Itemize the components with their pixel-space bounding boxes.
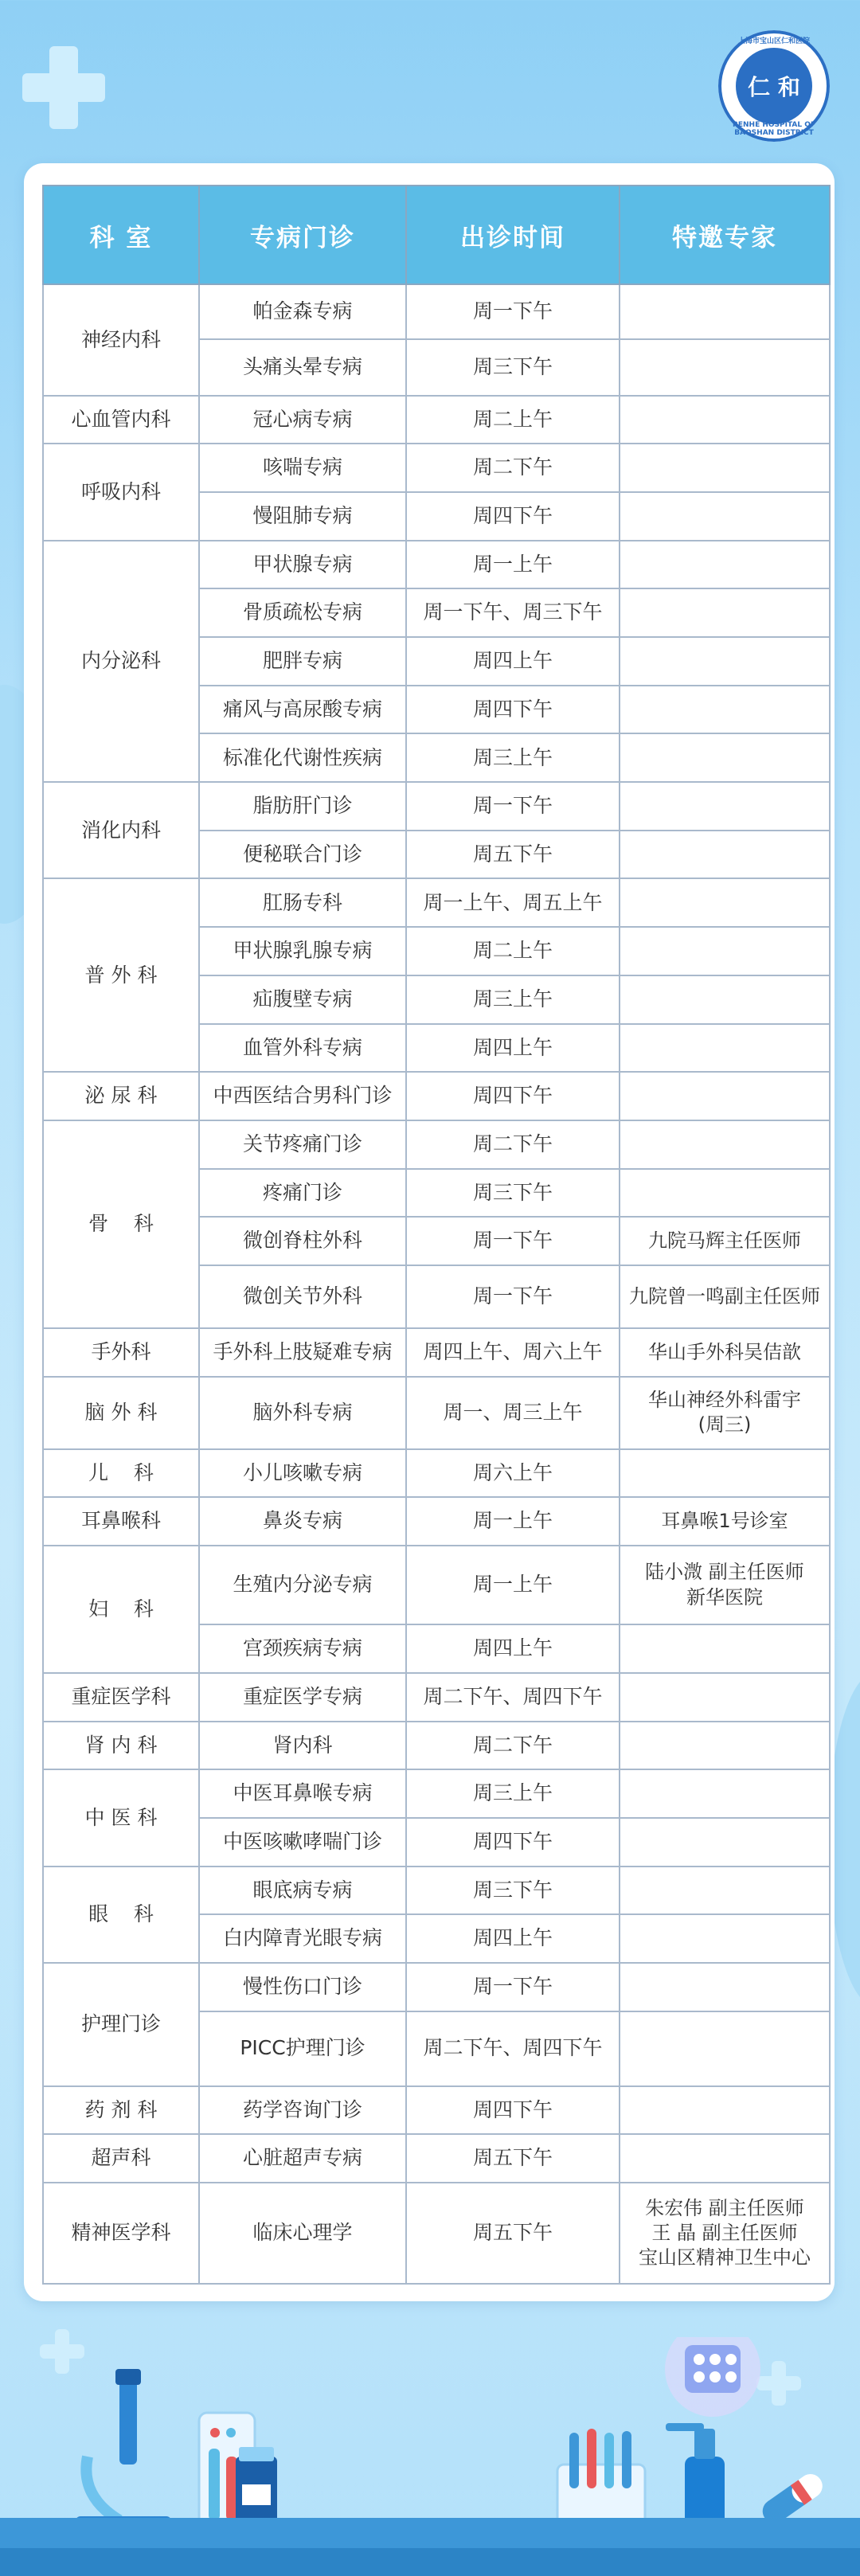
clinic-cell: 脑外科专病	[199, 1377, 406, 1449]
table-row	[43, 284, 830, 339]
expert-cell	[620, 1449, 830, 1498]
clinic-schedule-table	[42, 185, 831, 2285]
bottom-band-dark	[0, 2548, 860, 2576]
clinic-cell: 心脏超声专病	[199, 2134, 406, 2183]
department-cell: 重症医学科	[43, 1673, 199, 1722]
clinic-cell: 甲状腺乳腺专病	[199, 927, 406, 975]
header-time: 出诊时间	[406, 186, 620, 284]
expert-cell	[620, 541, 830, 589]
schedule-card	[24, 163, 835, 2301]
department-cell: 消化内科	[43, 782, 199, 878]
table-row	[43, 1546, 830, 1624]
table-row	[43, 1497, 830, 1546]
expert-cell	[620, 1818, 830, 1867]
clinic-cell: 中医咳嗽哮喘门诊	[199, 1818, 406, 1867]
department-cell: 药 剂 科	[43, 2086, 199, 2135]
expert-cell	[620, 927, 830, 975]
expert-cell: 九院曾一鸣副主任医师	[620, 1265, 830, 1328]
clinic-cell: 重症医学专病	[199, 1673, 406, 1722]
clinic-cell: 眼底病专病	[199, 1867, 406, 1915]
time-cell: 周一、周三上午	[406, 1377, 620, 1449]
department-cell: 呼吸内科	[43, 444, 199, 540]
logo-center-text: 仁 和	[736, 48, 812, 124]
clinic-cell: 中西医结合男科门诊	[199, 1072, 406, 1120]
expert-cell	[620, 2134, 830, 2183]
expert-cell: 陆小溦 副主任医师 新华医院	[620, 1546, 830, 1624]
header-department: 科 室	[43, 186, 199, 284]
department-cell: 眼 科	[43, 1867, 199, 1963]
clinic-cell: 生殖内分泌专病	[199, 1546, 406, 1624]
department-cell: 泌 尿 科	[43, 1072, 199, 1120]
time-cell: 周四上午	[406, 1914, 620, 1963]
expert-cell	[620, 782, 830, 831]
expert-cell	[620, 588, 830, 637]
table-row	[43, 782, 830, 831]
time-cell: 周四上午	[406, 1024, 620, 1073]
header-clinic: 专病门诊	[199, 186, 406, 284]
table-row	[43, 396, 830, 444]
time-cell: 周一上午	[406, 1546, 620, 1624]
clinic-cell: 慢性伤口门诊	[199, 1963, 406, 2011]
time-cell: 周三下午	[406, 1867, 620, 1915]
expert-cell: 华山手外科吴佶歆	[620, 1328, 830, 1377]
time-cell: 周四上午	[406, 1624, 620, 1673]
department-cell: 骨 科	[43, 1120, 199, 1328]
expert-cell: 九院马辉主任医师	[620, 1217, 830, 1265]
time-cell: 周三下午	[406, 339, 620, 396]
test-tubes-icon	[557, 2429, 645, 2528]
clinic-cell: 痛风与高尿酸专病	[199, 686, 406, 734]
table-row	[43, 1120, 830, 1169]
expert-cell	[620, 2086, 830, 2135]
clinic-cell: 血管外科专病	[199, 1024, 406, 1073]
clinic-cell: 慢阻肺专病	[199, 492, 406, 541]
clinic-cell: 头痛头晕专病	[199, 339, 406, 396]
header-expert: 特邀专家	[620, 186, 830, 284]
department-cell: 心血管内科	[43, 396, 199, 444]
clinic-cell: 鼻炎专病	[199, 1497, 406, 1546]
expert-cell	[620, 2011, 830, 2086]
expert-cell	[620, 1169, 830, 1218]
clinic-cell: 脂肪肝门诊	[199, 782, 406, 831]
expert-cell	[620, 686, 830, 734]
time-cell: 周三上午	[406, 1769, 620, 1818]
clinic-cell: 临床心理学	[199, 2183, 406, 2284]
time-cell: 周三上午	[406, 733, 620, 782]
time-cell: 周四下午	[406, 1072, 620, 1120]
department-cell: 脑 外 科	[43, 1377, 199, 1449]
time-cell: 周二下午、周四下午	[406, 2011, 620, 2086]
clinic-cell: 肥胖专病	[199, 637, 406, 686]
table-row	[43, 1377, 830, 1449]
expert-cell	[620, 1722, 830, 1770]
time-cell: 周一下午	[406, 782, 620, 831]
department-cell: 精神医学科	[43, 2183, 199, 2284]
time-cell: 周一下午	[406, 284, 620, 339]
expert-cell	[620, 1072, 830, 1120]
clinic-cell: 骨质疏松专病	[199, 588, 406, 637]
time-cell: 周四上午、周六上午	[406, 1328, 620, 1377]
hospital-logo	[718, 30, 830, 142]
time-cell: 周一下午、周三下午	[406, 588, 620, 637]
expert-cell: 华山神经外科雷宇 (周三)	[620, 1377, 830, 1449]
logo-ring-text-bottom: RENHE HOSPITAL OF BAOSHAN DISTRICT	[732, 121, 816, 137]
time-cell: 周一下午	[406, 1265, 620, 1328]
time-cell: 周四下午	[406, 1818, 620, 1867]
clinic-cell: 微创脊柱外科	[199, 1217, 406, 1265]
clinic-cell: PICC护理门诊	[199, 2011, 406, 2086]
clinic-cell: 白内障青光眼专病	[199, 1914, 406, 1963]
time-cell: 周二下午	[406, 1120, 620, 1169]
time-cell: 周三下午	[406, 1169, 620, 1218]
expert-cell	[620, 1120, 830, 1169]
expert-cell	[620, 975, 830, 1024]
table-row	[43, 2134, 830, 2183]
clinic-cell: 帕金森专病	[199, 284, 406, 339]
expert-cell	[620, 831, 830, 879]
logo-ring-text-top: 上海市宝山区仁和医院	[737, 37, 810, 45]
clinic-cell: 疼痛门诊	[199, 1169, 406, 1218]
table-row	[43, 444, 830, 492]
time-cell: 周二下午、周四下午	[406, 1673, 620, 1722]
table-row	[43, 1673, 830, 1722]
time-cell: 周二下午	[406, 444, 620, 492]
department-cell: 儿 科	[43, 1449, 199, 1498]
time-cell: 周六上午	[406, 1449, 620, 1498]
expert-cell	[620, 878, 830, 927]
expert-cell	[620, 1624, 830, 1673]
time-cell: 周五下午	[406, 831, 620, 879]
expert-cell	[620, 733, 830, 782]
expert-cell	[620, 1769, 830, 1818]
clinic-cell: 关节疼痛门诊	[199, 1120, 406, 1169]
table-row	[43, 541, 830, 589]
department-cell: 超声科	[43, 2134, 199, 2183]
table-row	[43, 1328, 830, 1377]
department-cell: 护理门诊	[43, 1963, 199, 2086]
table-row	[43, 2183, 830, 2284]
clinic-cell: 肾内科	[199, 1722, 406, 1770]
blister-pack-icon	[665, 2337, 760, 2417]
department-cell: 妇 科	[43, 1546, 199, 1673]
table-row	[43, 1963, 830, 2011]
expert-cell	[620, 396, 830, 444]
table-row	[43, 878, 830, 927]
department-cell: 内分泌科	[43, 541, 199, 782]
microscope-icon	[76, 2369, 171, 2531]
clinic-cell: 标准化代谢性疾病	[199, 733, 406, 782]
expert-cell	[620, 1867, 830, 1915]
table-row	[43, 1769, 830, 1818]
clinic-cell: 肛肠专科	[199, 878, 406, 927]
expert-cell	[620, 1673, 830, 1722]
time-cell: 周一上午	[406, 1497, 620, 1546]
time-cell: 周四下午	[406, 686, 620, 734]
expert-cell	[620, 492, 830, 541]
department-cell: 中 医 科	[43, 1769, 199, 1866]
time-cell: 周二上午	[406, 396, 620, 444]
expert-cell: 朱宏伟 副主任医师 王 晶 副主任医师 宝山区精神卫生中心	[620, 2183, 830, 2284]
expert-cell	[620, 1024, 830, 1073]
time-cell: 周四下午	[406, 2086, 620, 2135]
department-cell: 神经内科	[43, 284, 199, 396]
table-row	[43, 1449, 830, 1498]
time-cell: 周五下午	[406, 2134, 620, 2183]
clinic-cell: 中医耳鼻喉专病	[199, 1769, 406, 1818]
time-cell: 周二上午	[406, 927, 620, 975]
table-header-row	[43, 186, 830, 284]
time-cell: 周一下午	[406, 1963, 620, 2011]
clinic-cell: 手外科上肢疑难专病	[199, 1328, 406, 1377]
table-row	[43, 1072, 830, 1120]
time-cell: 周二下午	[406, 1722, 620, 1770]
clinic-cell: 疝腹壁专病	[199, 975, 406, 1024]
clinic-cell: 咳喘专病	[199, 444, 406, 492]
department-cell: 耳鼻喉科	[43, 1497, 199, 1546]
time-cell: 周四下午	[406, 492, 620, 541]
clinic-cell: 宫颈疾病专病	[199, 1624, 406, 1673]
expert-cell	[620, 1914, 830, 1963]
expert-cell	[620, 1963, 830, 2011]
table-row	[43, 1867, 830, 1915]
clinic-cell: 药学咨询门诊	[199, 2086, 406, 2135]
cross-icon	[22, 46, 105, 129]
clinic-cell: 微创关节外科	[199, 1265, 406, 1328]
expert-cell	[620, 339, 830, 396]
table-row	[43, 2086, 830, 2135]
clinic-cell: 小儿咳嗽专病	[199, 1449, 406, 1498]
department-cell: 普 外 科	[43, 878, 199, 1072]
clinic-cell: 便秘联合门诊	[199, 831, 406, 879]
time-cell: 周三上午	[406, 975, 620, 1024]
time-cell: 周一上午	[406, 541, 620, 589]
department-cell: 肾 内 科	[43, 1722, 199, 1770]
clinic-cell: 甲状腺专病	[199, 541, 406, 589]
time-cell: 周一上午、周五上午	[406, 878, 620, 927]
expert-cell	[620, 284, 830, 339]
expert-cell	[620, 444, 830, 492]
department-cell: 手外科	[43, 1328, 199, 1377]
clinic-cell: 冠心病专病	[199, 396, 406, 444]
time-cell: 周五下午	[406, 2183, 620, 2284]
expert-cell: 耳鼻喉1号诊室	[620, 1497, 830, 1546]
time-cell: 周一下午	[406, 1217, 620, 1265]
table-row	[43, 1722, 830, 1770]
expert-cell	[620, 637, 830, 686]
table-body	[43, 284, 830, 2284]
time-cell: 周四上午	[406, 637, 620, 686]
